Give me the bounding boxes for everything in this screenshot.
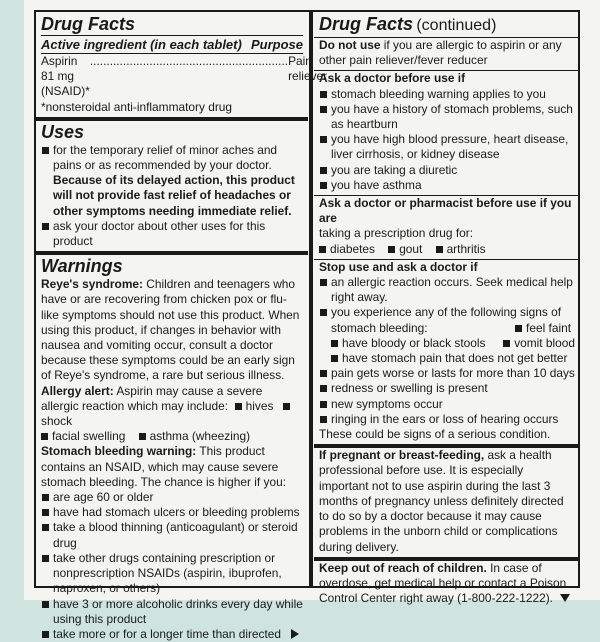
ingredient-footnote: *nonsteroidal anti-inflammatory drug: [41, 99, 233, 114]
bullet-icon: [139, 433, 146, 440]
allergy-asthma: asthma (wheezing): [149, 429, 251, 444]
condition-diabetes: diabetes: [330, 241, 375, 256]
ask-doctor-section: [314, 70, 580, 195]
condition-gout: gout: [399, 241, 423, 256]
stop-faint: [515, 321, 571, 336]
allergy-text: Aspirin may cause a severe allergic reaction which may include:: [41, 383, 263, 413]
allergy-hives: hives: [245, 398, 274, 413]
keep-out-of-reach-section: [314, 557, 580, 607]
ask-doctor-item: you are taking a diuretic: [319, 163, 575, 178]
stop-vomit-text: vomit blood: [514, 335, 575, 350]
continue-arrow-icon: [291, 629, 299, 639]
uses-section: [36, 117, 308, 251]
uses-delayed-action-warning: Because of its delayed action, this product will not provide fast relief of headaches or other symptoms needing immediate relief.: [53, 173, 295, 218]
reye-label: Reye's syndrome:: [41, 277, 143, 292]
allergy-label: Allergy alert:: [41, 383, 114, 398]
purpose-heading: Purpose: [250, 37, 303, 52]
stomach-label: Stomach bleeding warning:: [41, 444, 197, 459]
uses-title: Uses: [41, 121, 85, 142]
stomach-text: This product contains an NSAID, which may cause severe stomach bleeding. The chance is higher if you:: [41, 444, 287, 489]
stop-use-item: new symptoms occur: [319, 397, 575, 412]
allergy-symptoms-row: [41, 429, 303, 444]
do-not-use-label: Do not use: [319, 38, 381, 52]
ask-doctor-item: you have asthma: [319, 178, 575, 193]
active-ingredient-header: [41, 35, 303, 53]
stop-use-item: [319, 305, 575, 335]
do-not-use-section: [314, 37, 580, 70]
allergy-swelling: facial swelling: [52, 429, 126, 444]
drug-facts-panel: [34, 10, 580, 641]
ask-doctor-item: you have high blood pressure, heart disease, liver cirrhosis, or kidney disease: [319, 132, 575, 162]
bullet-icon: [515, 325, 522, 332]
stomach-risk-item: have had stomach ulcers or bleeding problems: [41, 505, 303, 520]
uses-item: for the temporary relief of minor aches and pains or as recommended by your doctor.: [41, 143, 303, 173]
stomach-risk-text: take more or for a longer time than directed: [53, 626, 282, 641]
stop-faint-text: feel faint: [526, 320, 571, 335]
stomach-risk-item-last: [41, 627, 303, 642]
left-column: [36, 12, 328, 641]
do-not-use-text: if you are allergic to aspirin or any other pain reliever/fever reducer: [319, 38, 562, 68]
stomach-bleeding-warning: [41, 444, 303, 490]
stop-use-item: an allergic reaction occurs. Seek medical help right away.: [319, 275, 575, 305]
continued-label: (continued): [416, 17, 497, 34]
allergy-alert: [41, 384, 303, 430]
stomach-risk-item: take other drugs containing prescription or nonprescription NSAIDs (aspirin, ibuprofen, naproxen, or others): [41, 551, 303, 597]
stop-use-item: redness or swelling is present: [319, 381, 575, 396]
keep-out-label: Keep out of reach of children.: [319, 560, 487, 575]
bullet-icon: [283, 403, 290, 410]
stop-stools-text: have bloody or black stools: [342, 335, 486, 350]
stop-pain-text: have stomach pain that does not get better: [342, 351, 568, 366]
stop-vomit: [503, 336, 575, 351]
keep-out-text: In case of overdose, get medical help or contact a Poison Control Center right away (1-800-222-1222).: [319, 560, 567, 606]
stomach-risk-item: are age 60 or older: [41, 490, 303, 505]
stop-use-heading: Stop use and ask a doctor if: [319, 259, 478, 274]
leader-dots: ............................................................: [89, 54, 289, 68]
pregnant-label: If pregnant or breast-feeding,: [319, 448, 485, 463]
stop-use-item: pain gets worse or lasts for more than 10 days: [319, 366, 575, 381]
warnings-section: [36, 251, 308, 642]
reye-text: Children and teenagers who have or are recovering from chicken pox or flu-like symptoms should not use this product. When using this product, if changes in behavior with nausea and vomiting occur, consult a doctor because these symptoms could be an early sign of Reye's syndrome, a rare but serious illness.: [41, 277, 300, 383]
stop-use-section: [314, 259, 580, 444]
stop-bleeding-signs-row: [319, 336, 575, 351]
condition-arthritis: arthritis: [446, 241, 486, 256]
ask-doctor-heading: Ask a doctor before use if: [319, 71, 466, 86]
uses-item: ask your doctor about other uses for this product: [41, 219, 303, 249]
reye-warning: [41, 277, 303, 383]
ingredient-row: [41, 53, 328, 100]
ask-pharmacist-text: taking a prescription drug for:: [319, 226, 473, 241]
bullet-icon: [331, 355, 338, 362]
ask-pharmacist-section: [314, 195, 580, 259]
warnings-title: Warnings: [41, 256, 123, 277]
continued-header: [314, 12, 580, 37]
ask-doctor-item: stomach bleeding warning applies to you: [319, 87, 575, 102]
ingredient-purpose: Pain reliever: [288, 54, 328, 84]
bullet-icon: [319, 246, 326, 253]
stop-use-footer: These could be signs of a serious condition.: [319, 427, 551, 442]
stomach-risk-item: take a blood thinning (anticoagulant) or steroid drug: [41, 520, 303, 550]
ingredient-name: Aspirin 81 mg (NSAID)*: [41, 54, 90, 99]
stop-use-item: ringing in the ears or loss of hearing occurs: [319, 412, 575, 427]
continued-title: Drug Facts: [319, 14, 414, 34]
active-ingredient-section: [36, 12, 328, 117]
ask-doctor-item: you have a history of stomach problems, such as heartburn: [319, 102, 575, 132]
stop-use-bleeding-intro: you experience any of the following signs of stomach bleeding:: [331, 305, 562, 335]
drug-facts-title: Drug Facts: [41, 14, 136, 34]
right-column: [314, 12, 580, 606]
bullet-icon: [331, 340, 338, 347]
bullet-icon: [503, 340, 510, 347]
pregnancy-section: [314, 444, 580, 556]
ask-pharmacist-heading: Ask a doctor or pharmacist before use if you are: [319, 196, 572, 226]
active-ingredient-heading: Active ingredient (in each tablet): [41, 37, 242, 52]
pregnant-text: ask a health professional before use. It is especially important not to use aspirin during the last 3 months of pregnancy unless definitely directed to do so by a doctor because it may cause problems in the unborn child or complications during delivery.: [319, 448, 564, 554]
ask-pharmacist-conditions: [319, 242, 575, 257]
continue-down-arrow-icon: [560, 594, 570, 602]
stop-pain-row: [319, 351, 575, 366]
stomach-risk-item: have 3 or more alcoholic drinks every day while using this product: [41, 597, 303, 627]
bullet-icon: [436, 246, 443, 253]
bullet-icon: [41, 433, 48, 440]
bullet-icon: [388, 246, 395, 253]
allergy-shock: shock: [41, 414, 73, 429]
bullet-icon: [235, 403, 242, 410]
drug-facts-label: [24, 0, 600, 641]
stop-stools: [331, 336, 485, 351]
